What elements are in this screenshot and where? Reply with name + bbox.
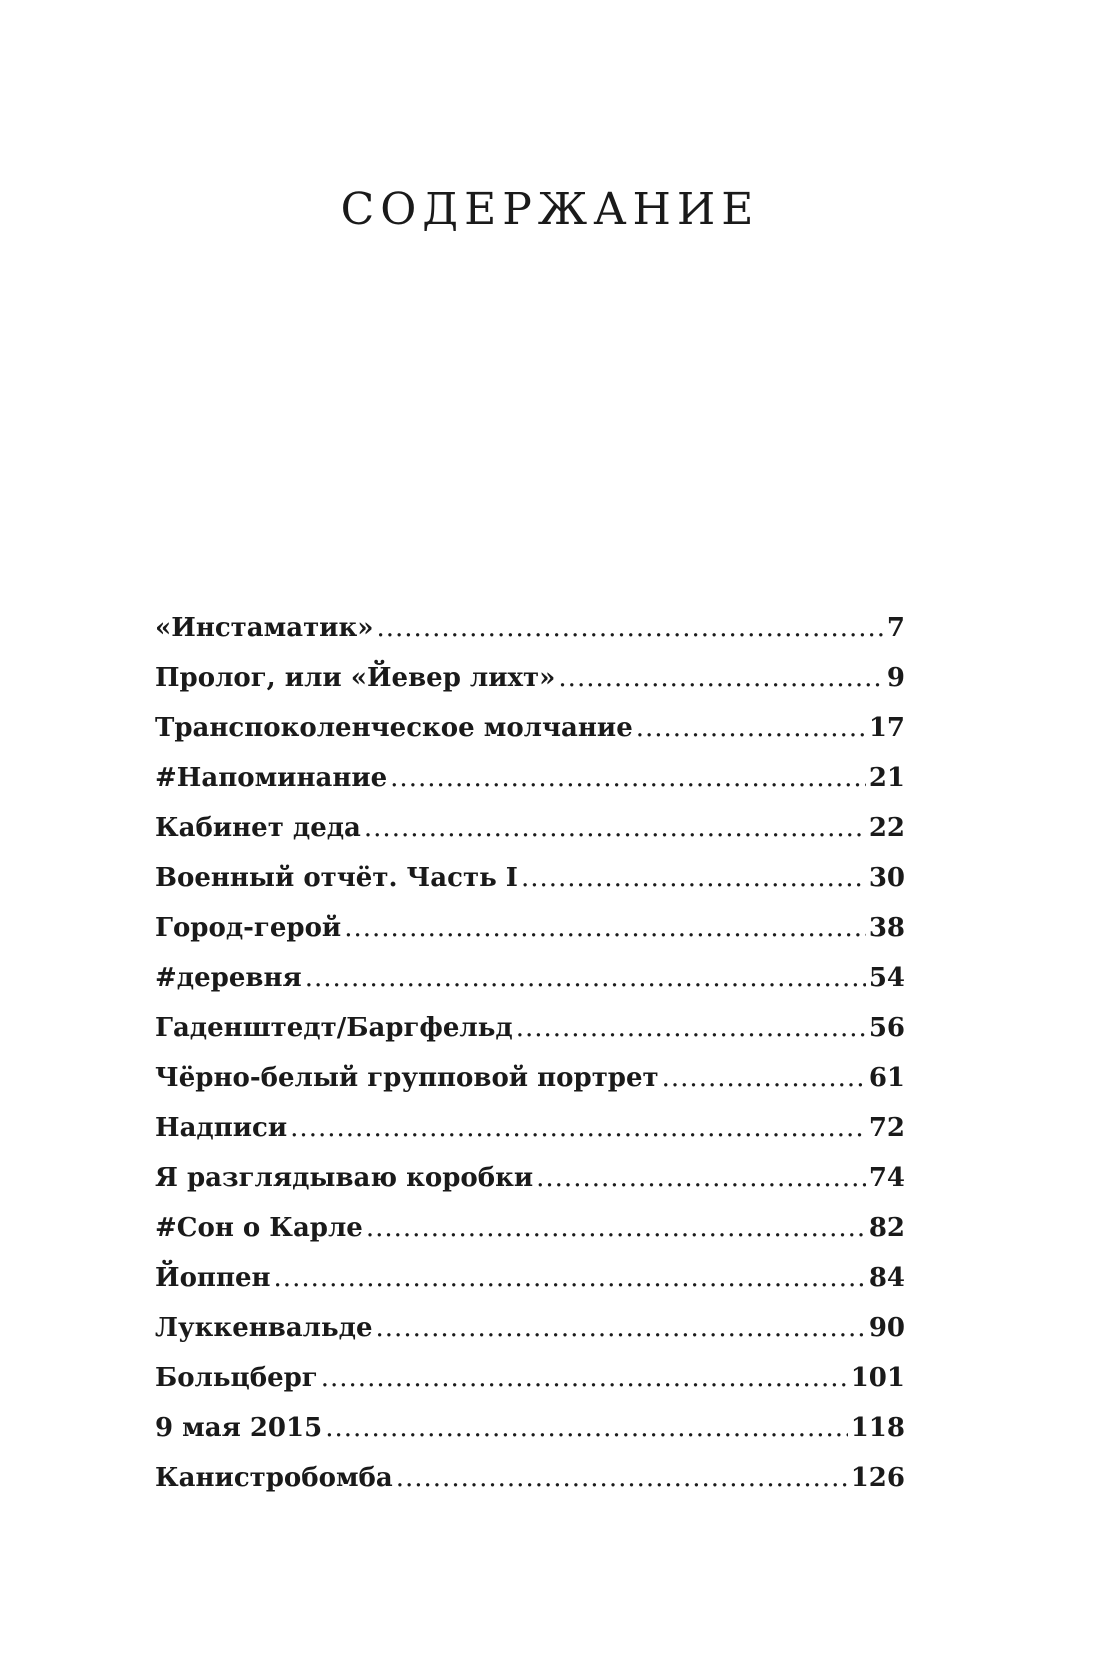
toc-entry-page: 82	[868, 1213, 905, 1243]
toc-entry	[155, 953, 905, 1003]
toc-entry-title: #деревня	[155, 963, 302, 993]
toc-entry	[155, 1153, 905, 1203]
toc-entry-page: 56	[868, 1013, 905, 1043]
toc-leader-dots	[321, 1353, 848, 1403]
toc-leader-dots	[662, 1053, 866, 1103]
toc-entry	[155, 1253, 905, 1303]
toc-entry-page: 72	[868, 1113, 905, 1143]
toc-entry-page: 7	[886, 613, 905, 643]
toc-entry-title: Я разглядываю коробки	[155, 1163, 534, 1193]
toc-leader-dots	[558, 653, 883, 703]
toc-entry-title: Транспоколенческое молчание	[155, 713, 633, 743]
toc-entry-title: Гаденштедт/Баргфельд	[155, 1013, 513, 1043]
toc-leader-dots	[521, 853, 866, 903]
toc-leader-dots	[390, 753, 866, 803]
toc-entry-title: «Инстаматик»	[155, 613, 374, 643]
toc-entry-page: 61	[868, 1063, 905, 1093]
toc-entry	[155, 1453, 905, 1503]
toc-entry-page: 30	[868, 863, 905, 893]
toc-leader-dots	[344, 903, 866, 953]
toc-entry-title: Надписи	[155, 1113, 288, 1143]
toc-leader-dots	[325, 1403, 848, 1453]
toc-leader-dots	[364, 803, 866, 853]
toc-entry-page: 22	[868, 813, 905, 843]
toc-leader-dots	[305, 953, 866, 1003]
toc-entry-title: #Сон о Карле	[155, 1213, 363, 1243]
toc-entry	[155, 1003, 905, 1053]
toc-entry-title: Военный отчёт. Часть I	[155, 863, 518, 893]
toc-entry	[155, 653, 905, 703]
toc-entry	[155, 1303, 905, 1353]
toc-entry	[155, 1353, 905, 1403]
toc-entry-page: 74	[868, 1163, 905, 1193]
toc-entry	[155, 853, 905, 903]
toc-leader-dots	[366, 1203, 866, 1253]
toc-entry	[155, 1053, 905, 1103]
toc-entry-page: 54	[868, 963, 905, 993]
toc-entry-page: 9	[886, 663, 905, 693]
toc-entry-page: 84	[868, 1263, 905, 1293]
toc-entry-title: Пролог, или «Йевер лихт»	[155, 663, 556, 693]
table-of-contents	[155, 603, 905, 1503]
toc-leader-dots	[396, 1453, 848, 1503]
toc-entry-title: Чёрно-белый групповой портрет	[155, 1063, 659, 1093]
toc-entry-page: 126	[850, 1463, 905, 1493]
toc-entry-page: 17	[868, 713, 905, 743]
toc-entry-page: 38	[868, 913, 905, 943]
toc-leader-dots	[290, 1103, 866, 1153]
toc-leader-dots	[274, 1253, 866, 1303]
toc-entry-page: 101	[850, 1363, 905, 1393]
toc-entry	[155, 703, 905, 753]
toc-entry	[155, 1203, 905, 1253]
toc-entry-title: #Напоминание	[155, 763, 388, 793]
page-title: СОДЕРЖАНИЕ	[340, 184, 760, 235]
toc-entry-title: Больцберг	[155, 1363, 318, 1393]
toc-entry-title: Йоппен	[155, 1263, 271, 1293]
toc-entry-title: Город-герой	[155, 913, 342, 943]
toc-leader-dots	[516, 1003, 866, 1053]
toc-leader-dots	[536, 1153, 866, 1203]
toc-entry-title: Кабинет деда	[155, 813, 361, 843]
toc-entry-title: Канистробомба	[155, 1463, 393, 1493]
toc-entry-page: 90	[868, 1313, 905, 1343]
toc-leader-dots	[636, 703, 866, 753]
toc-entry	[155, 1103, 905, 1153]
toc-entry-page: 21	[868, 763, 905, 793]
toc-entry	[155, 803, 905, 853]
toc-entry	[155, 753, 905, 803]
toc-leader-dots	[376, 1303, 866, 1353]
toc-leader-dots	[377, 603, 884, 653]
toc-entry	[155, 603, 905, 653]
toc-entry	[155, 903, 905, 953]
toc-entry-page: 118	[850, 1413, 905, 1443]
toc-entry-title: 9 мая 2015	[155, 1413, 323, 1443]
toc-entry	[155, 1403, 905, 1453]
toc-entry-title: Луккенвальде	[155, 1313, 373, 1343]
